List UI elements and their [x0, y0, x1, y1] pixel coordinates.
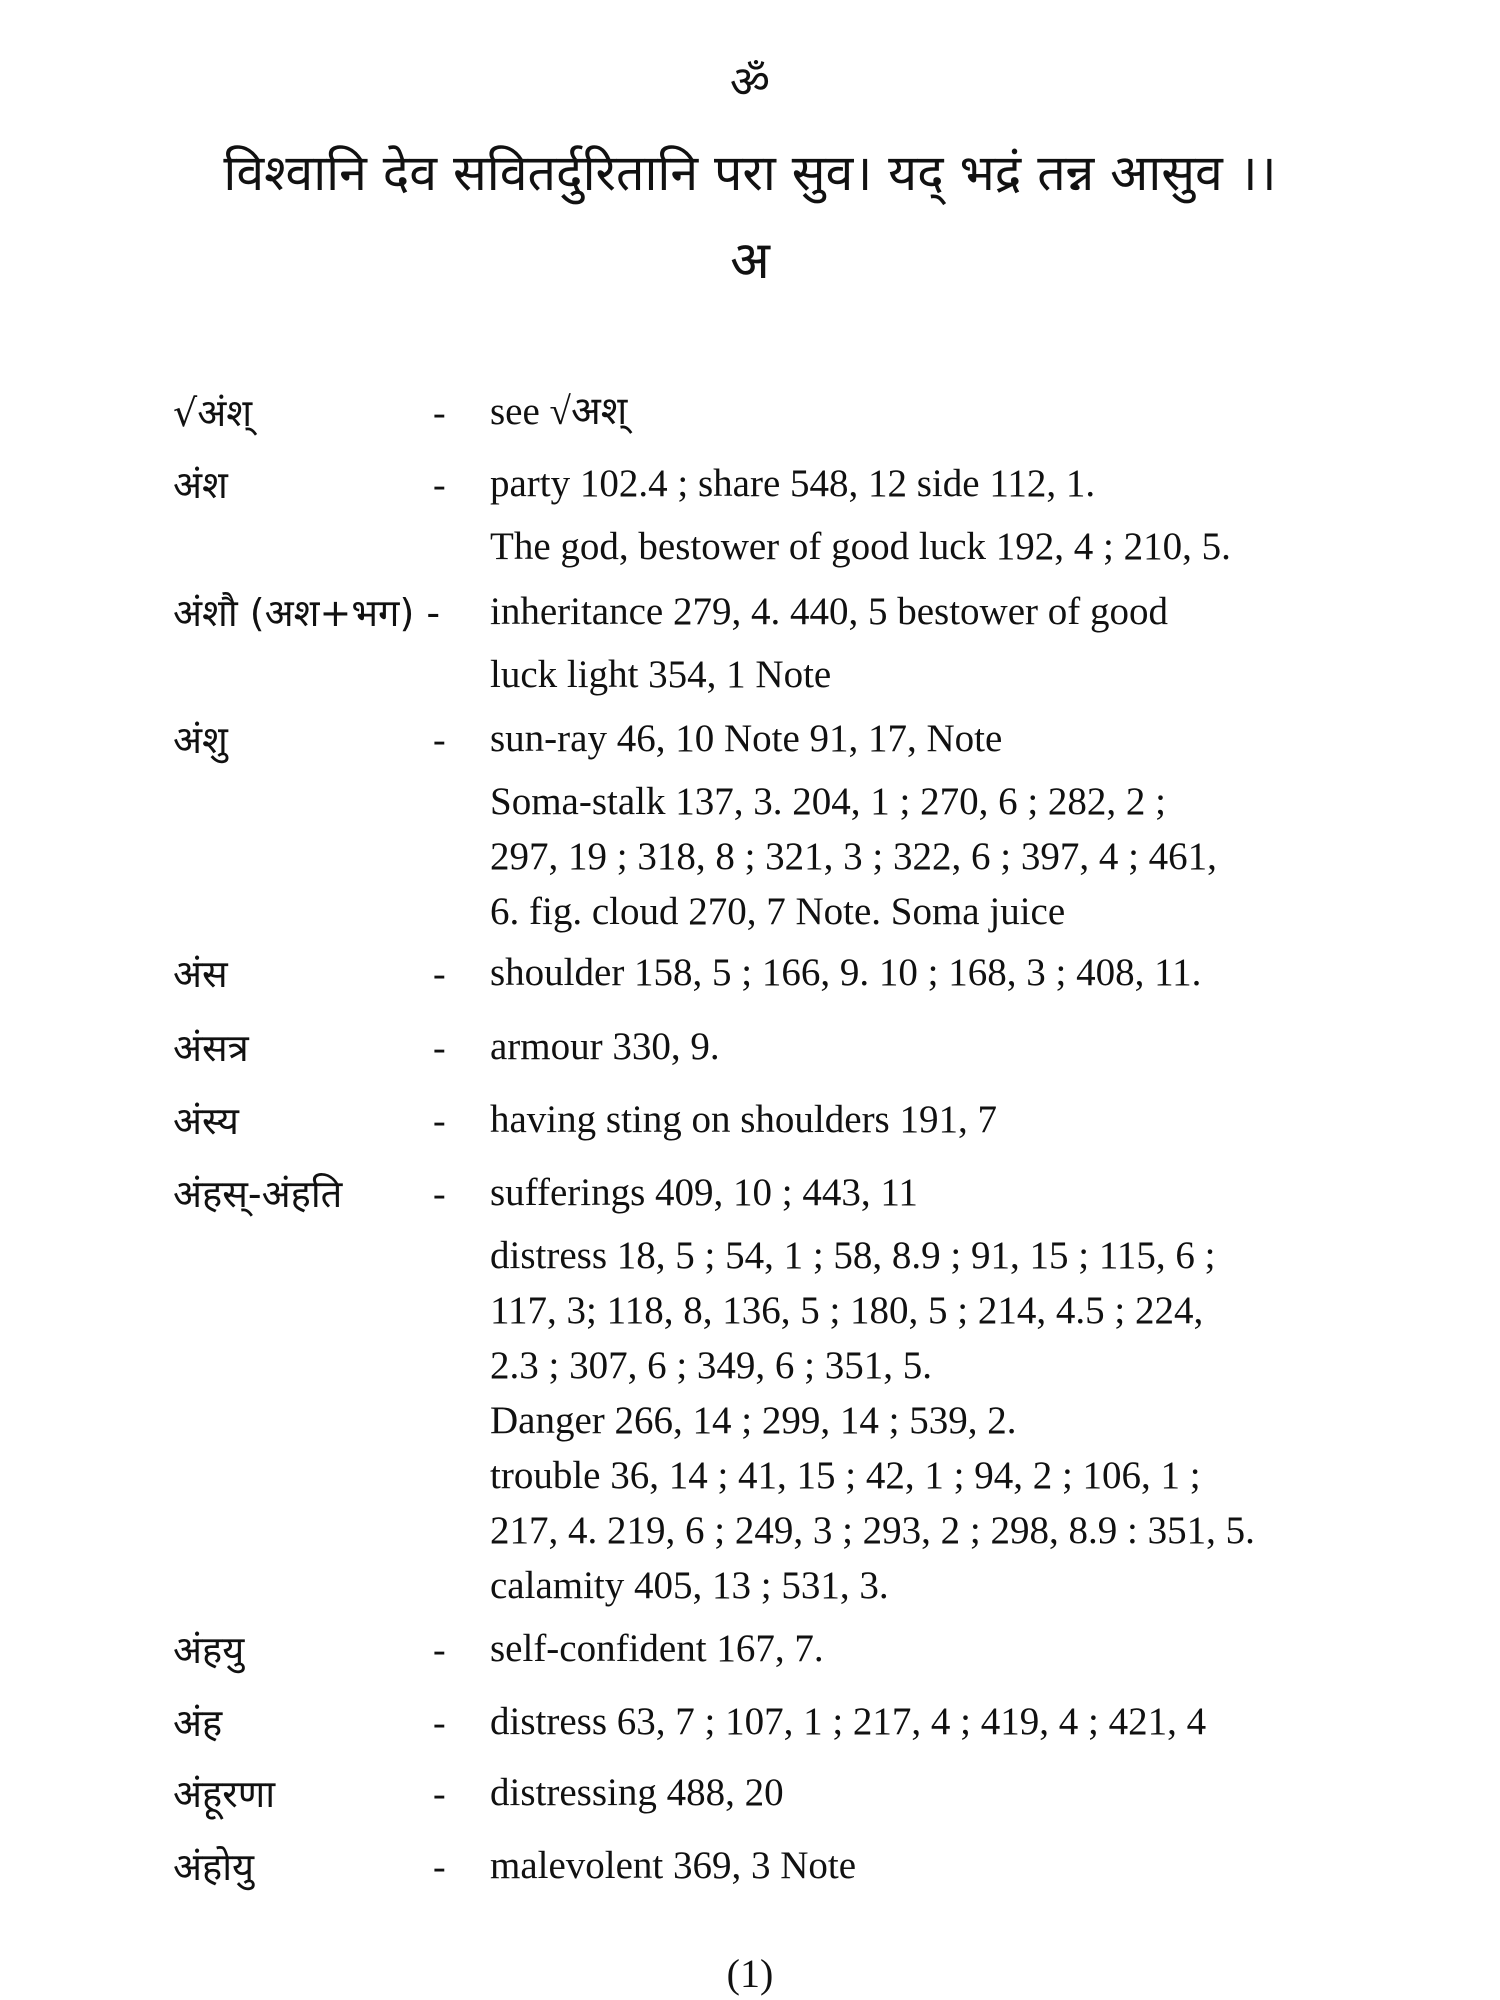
entry-term: अंसत्र: [173, 1026, 249, 1070]
definition-line: distressing 488, 20: [490, 1771, 784, 1814]
entry-term: अंहस्-अंहति: [173, 1172, 343, 1216]
definition-line: sufferings 409, 10 ; 443, 11: [490, 1171, 918, 1214]
definition-line: 2.3 ; 307, 6 ; 349, 6 ; 351, 5.: [490, 1344, 933, 1387]
definition-line: inheritance 279, 4. 440, 5 bestower of good: [490, 590, 1169, 633]
definition-line: calamity 405, 13 ; 531, 3.: [490, 1564, 889, 1607]
entry-definitions: [490, 584, 1340, 702]
entry-term: √अंश्: [173, 391, 253, 435]
entry-definitions: [490, 1765, 1340, 1820]
entry-dash: -: [433, 1773, 446, 1815]
entry-term: अंहोयु: [173, 1845, 255, 1889]
entry-dash: -: [433, 1173, 446, 1215]
entry-term: अंस: [173, 952, 228, 996]
definition-line: sun-ray 46, 10 Note 91, 17, Note: [490, 717, 1003, 760]
entry-term: अंशौ (अश+भग) -: [173, 591, 441, 635]
entry-term: अंहूरणा: [173, 1772, 276, 1816]
entry-definitions: [490, 384, 1340, 439]
entry-dash: -: [433, 953, 446, 995]
entry-definitions: [490, 1092, 1340, 1147]
entry-dash: -: [433, 1702, 446, 1744]
definition-line: having sting on shoulders 191, 7: [490, 1098, 997, 1141]
definition-line: malevolent 369, 3 Note: [490, 1844, 857, 1887]
entry-definitions: [490, 1694, 1340, 1749]
entry-term: अंहयु: [173, 1628, 245, 1672]
entry-dash: -: [433, 1846, 446, 1888]
section-letter: अ: [730, 231, 770, 291]
definition-line: The god, bestower of good luck 192, 4 ; 210, 5.: [490, 525, 1231, 568]
entry-definitions: [490, 1621, 1340, 1676]
entry-dash: -: [433, 464, 446, 506]
om-symbol: ॐ: [729, 57, 771, 108]
definition-line: see √अश्: [490, 390, 628, 433]
entry-term: अंस्य: [173, 1099, 239, 1143]
entry-definitions: [490, 945, 1340, 1000]
mantra-heading: विश्वानि देव सवितर्दुरितानि परा सुव। यद् भद्रं तन्न आसुव ।।: [223, 144, 1277, 202]
definition-line: Danger 266, 14 ; 299, 14 ; 539, 2.: [490, 1399, 1017, 1442]
entry-term: अंशु: [173, 718, 228, 762]
definition-line: luck light 354, 1 Note: [490, 653, 832, 696]
definition-line: 297, 19 ; 318, 8 ; 321, 3 ; 322, 6 ; 397, 4 ; 461,: [490, 835, 1217, 878]
definition-line: armour 330, 9.: [490, 1025, 720, 1068]
definition-line: Soma-stalk 137, 3. 204, 1 ; 270, 6 ; 282, 2 ;: [490, 780, 1166, 823]
definition-line: 6. fig. cloud 270, 7 Note. Soma juice: [490, 890, 1066, 933]
entry-definitions: [490, 1838, 1340, 1893]
entry-definitions: [490, 711, 1340, 939]
entry-definitions: [490, 1019, 1340, 1074]
definition-line: distress 63, 7 ; 107, 1 ; 217, 4 ; 419, 4 ; 421, 4: [490, 1700, 1207, 1743]
entry-definitions: [490, 1165, 1340, 1613]
definition-line: party 102.4 ; share 548, 12 side 112, 1.: [490, 462, 1096, 505]
page-number: (1): [726, 1951, 774, 1996]
entry-dash: -: [433, 392, 446, 434]
entry-term: अंह: [173, 1701, 223, 1745]
entry-dash: -: [433, 1027, 446, 1069]
definition-line: 217, 4. 219, 6 ; 249, 3 ; 293, 2 ; 298, 8.9 : 351, 5.: [490, 1509, 1255, 1552]
entry-definitions: [490, 456, 1340, 574]
definition-line: 117, 3; 118, 8, 136, 5 ; 180, 5 ; 214, 4.5 ; 224,: [490, 1289, 1204, 1332]
definition-line: trouble 36, 14 ; 41, 15 ; 42, 1 ; 94, 2 ; 106, 1 ;: [490, 1454, 1201, 1497]
entry-dash: -: [433, 1629, 446, 1671]
definition-line: self-confident 167, 7.: [490, 1627, 824, 1670]
definition-line: shoulder 158, 5 ; 166, 9. 10 ; 168, 3 ; 408, 11.: [490, 951, 1202, 994]
entry-dash: -: [433, 1100, 446, 1142]
entry-dash: -: [433, 719, 446, 761]
definition-line: distress 18, 5 ; 54, 1 ; 58, 8.9 ; 91, 15 ; 115, 6 ;: [490, 1234, 1216, 1277]
entry-term: अंश: [173, 463, 228, 507]
